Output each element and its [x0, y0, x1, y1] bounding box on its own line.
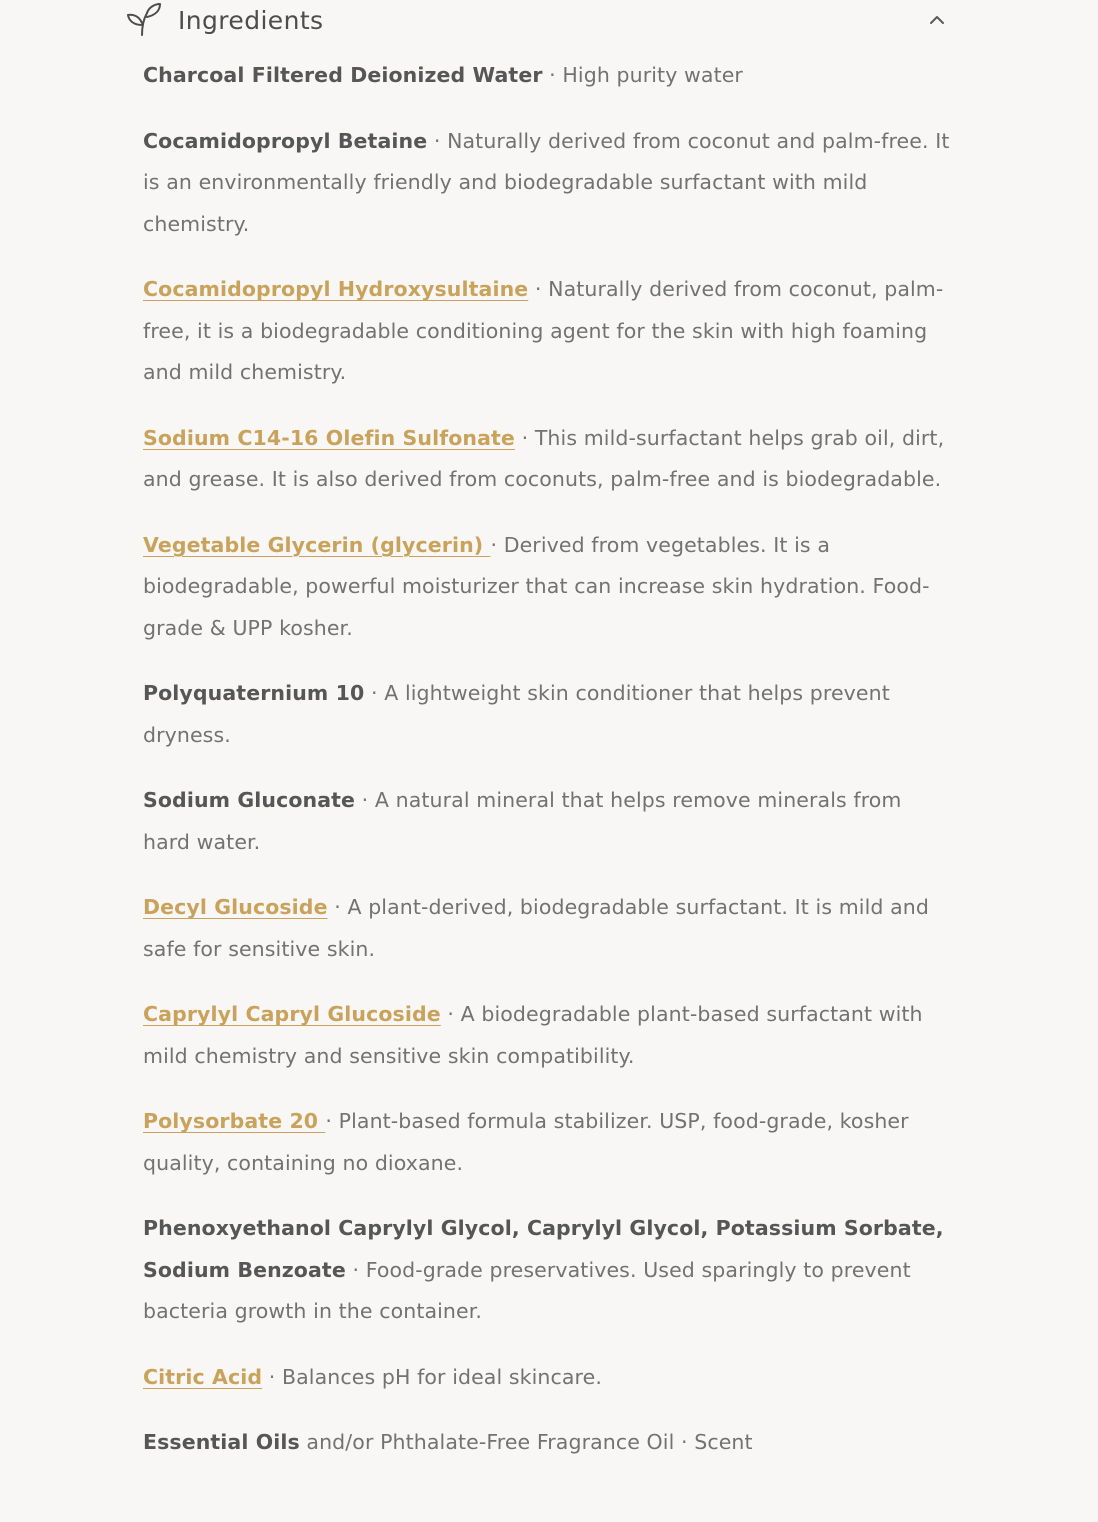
ingredient-description: Derived from vegetables. It is a biodegradable, powerful moisturizer that can increase skin hydration. Food-grade & UPP kosher.	[143, 532, 930, 640]
chevron-up-icon[interactable]	[924, 7, 950, 33]
ingredient-item	[143, 780, 955, 863]
ingredient-link[interactable]: Sodium C14-16 Olefin Sulfonate	[143, 425, 515, 450]
ingredient-name-suffix: and/or Phthalate-Free Fragrance Oil	[299, 1430, 675, 1454]
ingredient-name: Sodium Gluconate	[143, 788, 356, 812]
ingredient-description: This mild-surfactant helps grab oil, dirt, and grease. It is also derived from coconuts, palm-free and is biodegradable.	[143, 425, 945, 491]
ingredient-name: Charcoal Filtered Deionized Water	[143, 63, 543, 87]
ingredient-description: Plant-based formula stabilizer. USP, food-grade, kosher quality, containing no dioxane.	[143, 1109, 909, 1175]
ingredient-link[interactable]: Polysorbate 20	[143, 1109, 326, 1133]
ingredient-link[interactable]: Decyl Glucoside	[143, 895, 328, 919]
ingredient-link[interactable]: Vegetable Glycerin (glycerin)	[143, 532, 491, 557]
ingredient-name: Phenoxyethanol Caprylyl Glycol, Caprylyl Glycol, Potassium Sorbate, Sodium Benzoate	[143, 1216, 944, 1282]
ingredient-description: A lightweight skin conditioner that helps prevent dryness.	[143, 681, 890, 747]
ingredient-list	[143, 55, 955, 1488]
ingredient-item	[143, 994, 955, 1077]
ingredient-item	[143, 121, 955, 246]
separator-dot: ·	[364, 681, 385, 705]
ingredient-name: Essential Oils	[143, 1430, 300, 1454]
separator-dot: ·	[528, 277, 549, 301]
ingredient-item	[143, 1357, 955, 1399]
separator-dot: ·	[325, 1109, 339, 1133]
ingredient-description: Scent	[694, 1430, 753, 1454]
separator-dot: ·	[345, 1257, 366, 1282]
ingredient-name: Cocamidopropyl Betaine	[143, 128, 428, 153]
separator-dot: ·	[440, 1002, 461, 1026]
ingredient-link[interactable]: Caprylyl Capryl Glucoside	[143, 1002, 441, 1026]
ingredient-description: High purity water	[562, 63, 743, 87]
ingredient-item	[143, 269, 955, 394]
ingredient-link[interactable]: Citric Acid	[143, 1364, 263, 1389]
ingredient-item	[143, 1101, 955, 1184]
separator-dot: ·	[327, 895, 348, 919]
separator-dot: ·	[674, 1430, 695, 1454]
ingredient-description: Food-grade preservatives. Used sparingly to prevent bacteria growth in the container.	[143, 1257, 911, 1323]
ingredient-item	[143, 1422, 955, 1464]
ingredient-description: Naturally derived from coconut and palm-free. It is an environmentally friendly and biodegradable surfactant with mild chemistry.	[143, 128, 950, 236]
ingredient-description: A natural mineral that helps remove minerals from hard water.	[143, 788, 902, 854]
leaf-icon	[124, 0, 164, 40]
ingredient-item	[143, 673, 955, 756]
ingredient-description: Balances pH for ideal skincare.	[281, 1364, 602, 1389]
ingredient-link[interactable]: Cocamidopropyl Hydroxysultaine	[143, 277, 529, 301]
separator-dot: ·	[427, 128, 448, 153]
section-title: Ingredients	[178, 5, 324, 35]
separator-dot: ·	[514, 425, 535, 450]
separator-dot: ·	[542, 63, 563, 87]
separator-dot: ·	[355, 788, 375, 812]
ingredient-description: A plant-derived, biodegradable surfactant. It is mild and safe for sensitive skin.	[143, 895, 929, 961]
ingredient-description: Naturally derived from coconut, palm-free, it is a biodegradable conditioning agent for the skin with high foaming and mild chemistry.	[143, 277, 944, 384]
ingredient-name: Polyquaternium 10	[143, 681, 365, 705]
ingredient-item	[143, 887, 955, 970]
ingredient-item	[143, 418, 955, 501]
ingredient-description: A biodegradable plant-based surfactant with mild chemistry and sensitive skin compatibility.	[143, 1002, 923, 1068]
ingredient-item	[143, 55, 955, 97]
ingredients-accordion-header[interactable]	[124, 0, 954, 40]
separator-dot: ·	[262, 1364, 282, 1389]
ingredient-item	[143, 1208, 955, 1333]
separator-dot: ·	[490, 532, 504, 557]
ingredient-item	[143, 525, 955, 650]
